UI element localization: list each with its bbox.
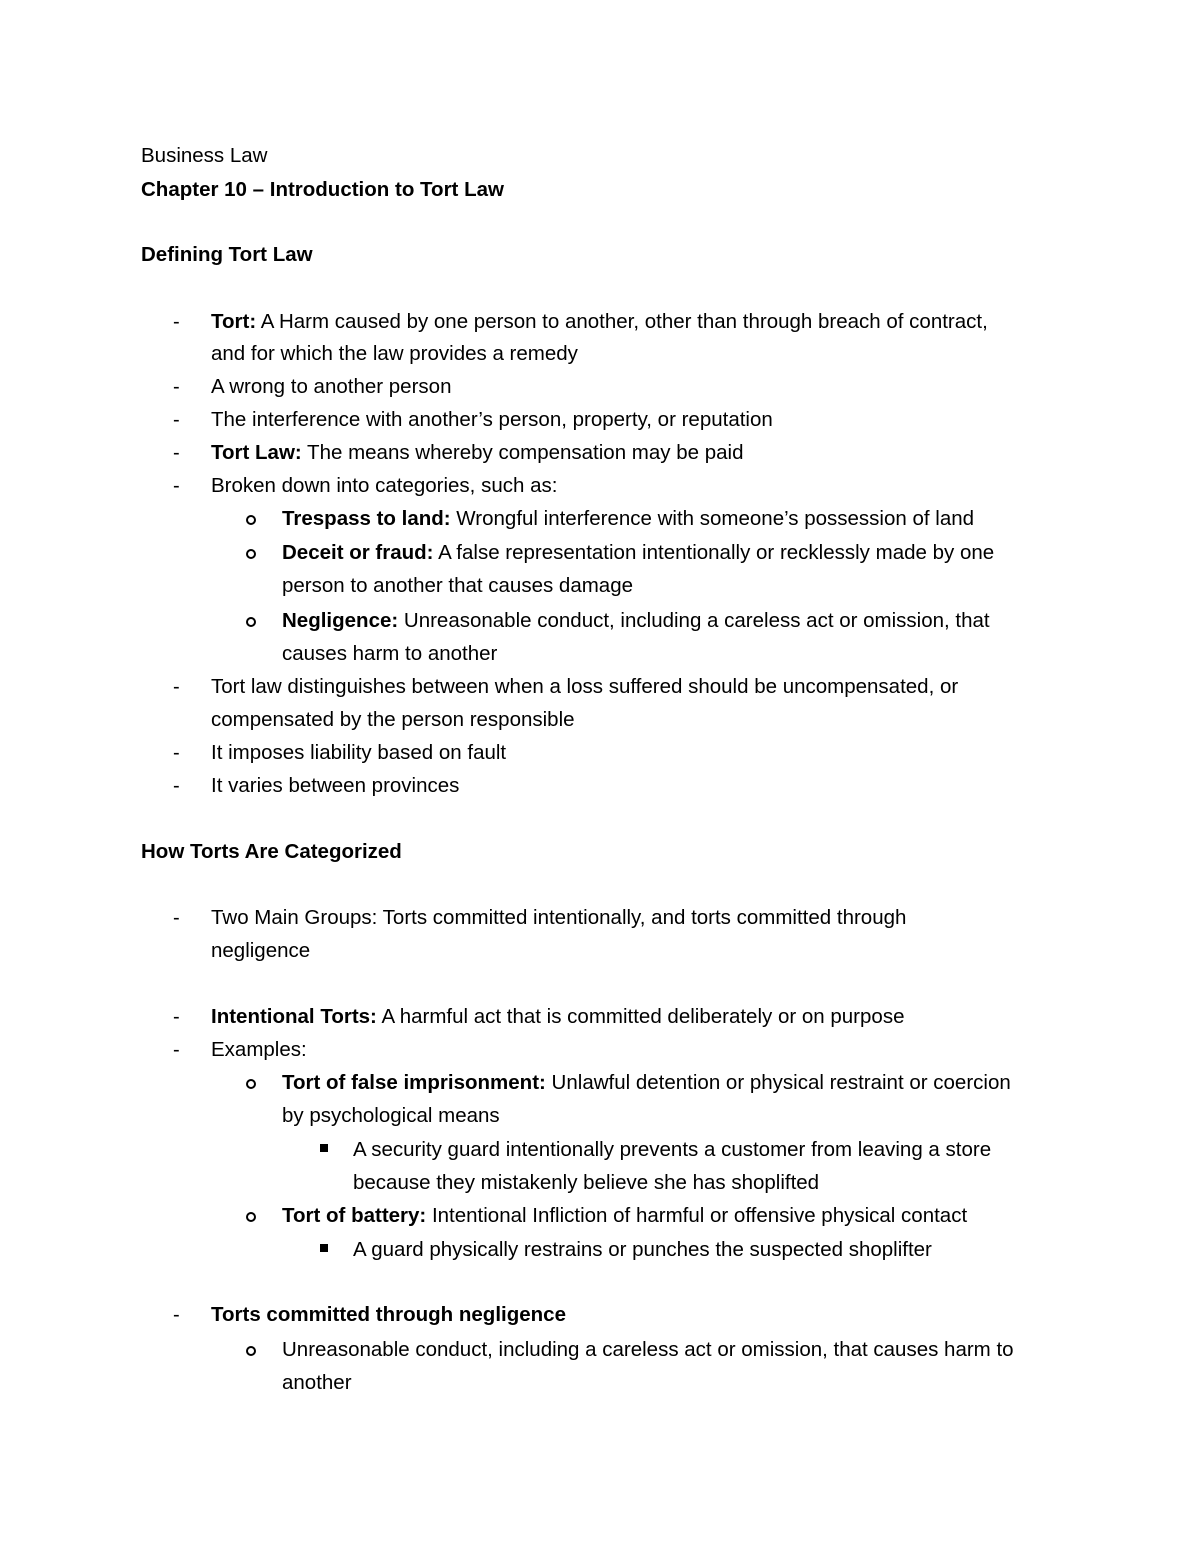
course-title: Business Law [141,144,268,167]
dash-bullet: - [173,676,180,698]
sub-sub-list-item: A guard physically restrains or punches the suspected shoplifter [353,1238,932,1261]
square-bullet [320,1144,328,1152]
dash-bullet: - [173,1006,180,1028]
circle-bullet [246,515,256,525]
list-item: Broken down into categories, such as: [211,474,558,497]
circle-bullet [246,549,256,559]
dash-bullet: - [173,409,180,431]
dash-bullet: - [173,1039,180,1061]
dash-bullet: - [173,311,180,333]
list-item: Examples: [211,1038,307,1061]
sub-list-item: Tort of false imprisonment: Unlawful detention or physical restraint or coercion [282,1071,1011,1094]
list-item: Tort Law: The means whereby compensation may be paid [211,441,744,464]
circle-bullet [246,1212,256,1222]
list-item-continuation: compensated by the person responsible [211,708,575,731]
sub-list-item-continuation: causes harm to another [282,642,498,665]
dash-bullet: - [173,775,180,797]
sub-list-item: Trespass to land: Wrongful interference with someone’s possession of land [282,507,975,530]
section-heading-categorized: How Torts Are Categorized [141,840,402,863]
dash-bullet: - [173,475,180,497]
sub-list-item: Unreasonable conduct, including a careless act or omission, that causes harm to [282,1338,1014,1361]
sub-list-item: Negligence: Unreasonable conduct, including a careless act or omission, that [282,609,990,632]
list-item: It imposes liability based on fault [211,741,507,764]
sub-sub-list-item-continuation: because they mistakenly believe she has shoplifted [353,1171,820,1194]
dash-bullet: - [173,442,180,464]
dash-bullet: - [173,1304,180,1326]
list-item: Two Main Groups: Torts committed intentionally, and torts committed through [211,906,907,929]
circle-bullet [246,617,256,627]
sub-list-item-continuation: by psychological means [282,1104,500,1127]
sub-list-item-continuation: person to another that causes damage [282,574,634,597]
list-item: A wrong to another person [211,375,452,398]
square-bullet [320,1244,328,1252]
section-heading-defining: Defining Tort Law [141,243,313,266]
circle-bullet [246,1346,256,1356]
sub-list-item: Deceit or fraud: A false representation intentionally or recklessly made by one [282,541,995,564]
circle-bullet [246,1079,256,1089]
list-item: Tort law distinguishes between when a loss suffered should be uncompensated, or [211,675,959,698]
dash-bullet: - [173,376,180,398]
list-item-continuation: negligence [211,939,311,962]
list-item: It varies between provinces [211,774,460,797]
dash-bullet: - [173,742,180,764]
list-item: Tort: A Harm caused by one person to another, other than through breach of contract, [211,310,988,333]
sub-list-item-continuation: another [282,1371,352,1394]
list-item: Torts committed through negligence [211,1303,566,1326]
chapter-title: Chapter 10 – Introduction to Tort Law [141,178,504,201]
sub-sub-list-item: A security guard intentionally prevents a customer from leaving a store [353,1138,992,1161]
list-item: Intentional Torts: A harmful act that is committed deliberately or on purpose [211,1005,905,1028]
sub-list-item: Tort of battery: Intentional Infliction of harmful or offensive physical contact [282,1204,968,1227]
dash-bullet: - [173,907,180,929]
list-item: The interference with another’s person, property, or reputation [211,408,773,431]
list-item-continuation: and for which the law provides a remedy [211,342,578,365]
